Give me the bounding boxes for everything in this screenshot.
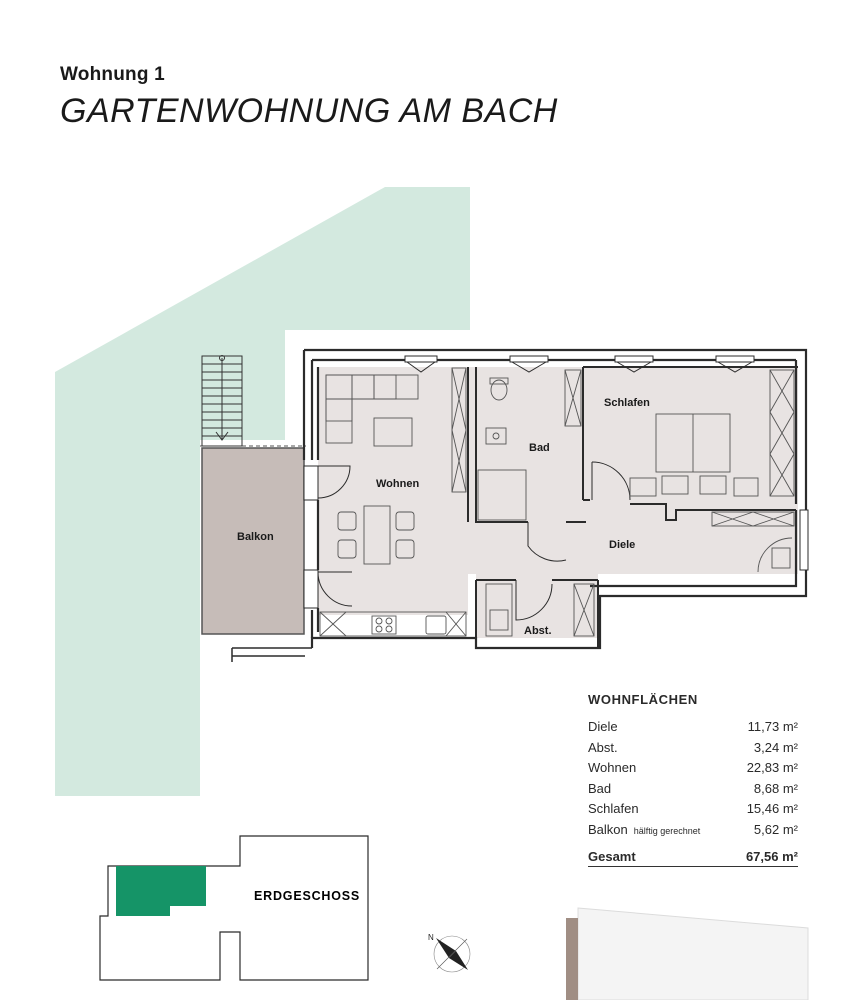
area-row-label — [588, 820, 700, 841]
area-row-label — [588, 738, 618, 759]
area-row — [588, 779, 798, 800]
room-label-diele: Diele — [609, 539, 636, 551]
area-room-value: 15,46 m² — [746, 801, 798, 817]
area-row-label — [588, 717, 618, 738]
area-total-row — [588, 846, 798, 867]
apartment-floor — [318, 367, 798, 638]
area-room-value: 5,62 m² — [753, 821, 798, 837]
apartment-number: Wohnung 1 — [60, 64, 165, 85]
room-label-balkon: Balkon — [237, 531, 274, 543]
floor-label: ERDGESCHOSS — [254, 889, 361, 903]
area-room-note: hälftig gerechnet — [633, 825, 701, 836]
room-label-bad: Bad — [529, 442, 550, 454]
room-label-wohnen: Wohnen — [376, 478, 420, 490]
area-room-name: Balkon — [588, 821, 628, 837]
area-room-value: 3,24 m² — [753, 739, 798, 755]
area-room-value: 8,68 m² — [753, 780, 798, 796]
svg-text:N: N — [428, 933, 434, 942]
area-room-name: Bad — [588, 780, 612, 796]
area-room-name: Diele — [588, 719, 618, 734]
area-row — [588, 717, 798, 738]
area-room-name: Abst. — [588, 739, 618, 755]
area-row — [588, 758, 798, 779]
area-table — [588, 692, 798, 867]
page-title: GARTENWOHNUNG AM BACH — [60, 92, 558, 130]
key-plan — [100, 836, 368, 980]
area-row — [588, 820, 798, 841]
area-table-heading: WOHNFLÄCHEN — [588, 692, 698, 707]
area-total-label: Gesamt — [588, 848, 636, 864]
area-room-name: Wohnen — [588, 760, 637, 776]
area-row-label — [588, 779, 611, 800]
area-row — [588, 799, 798, 820]
room-label-abst: Abst. — [524, 625, 552, 637]
area-row-label — [588, 799, 639, 820]
area-row — [588, 738, 798, 759]
area-rows — [588, 717, 798, 841]
area-room-value: 11,73 m² — [747, 719, 798, 734]
area-room-value: 22,83 m² — [746, 760, 798, 776]
room-label-schlafen: Schlafen — [604, 397, 650, 409]
area-room-name: Schlafen — [588, 801, 639, 817]
area-row-label — [588, 758, 636, 779]
neighbor-building — [566, 908, 808, 1000]
area-total-value: 67,56 m² — [745, 848, 798, 864]
compass-icon — [428, 933, 470, 972]
